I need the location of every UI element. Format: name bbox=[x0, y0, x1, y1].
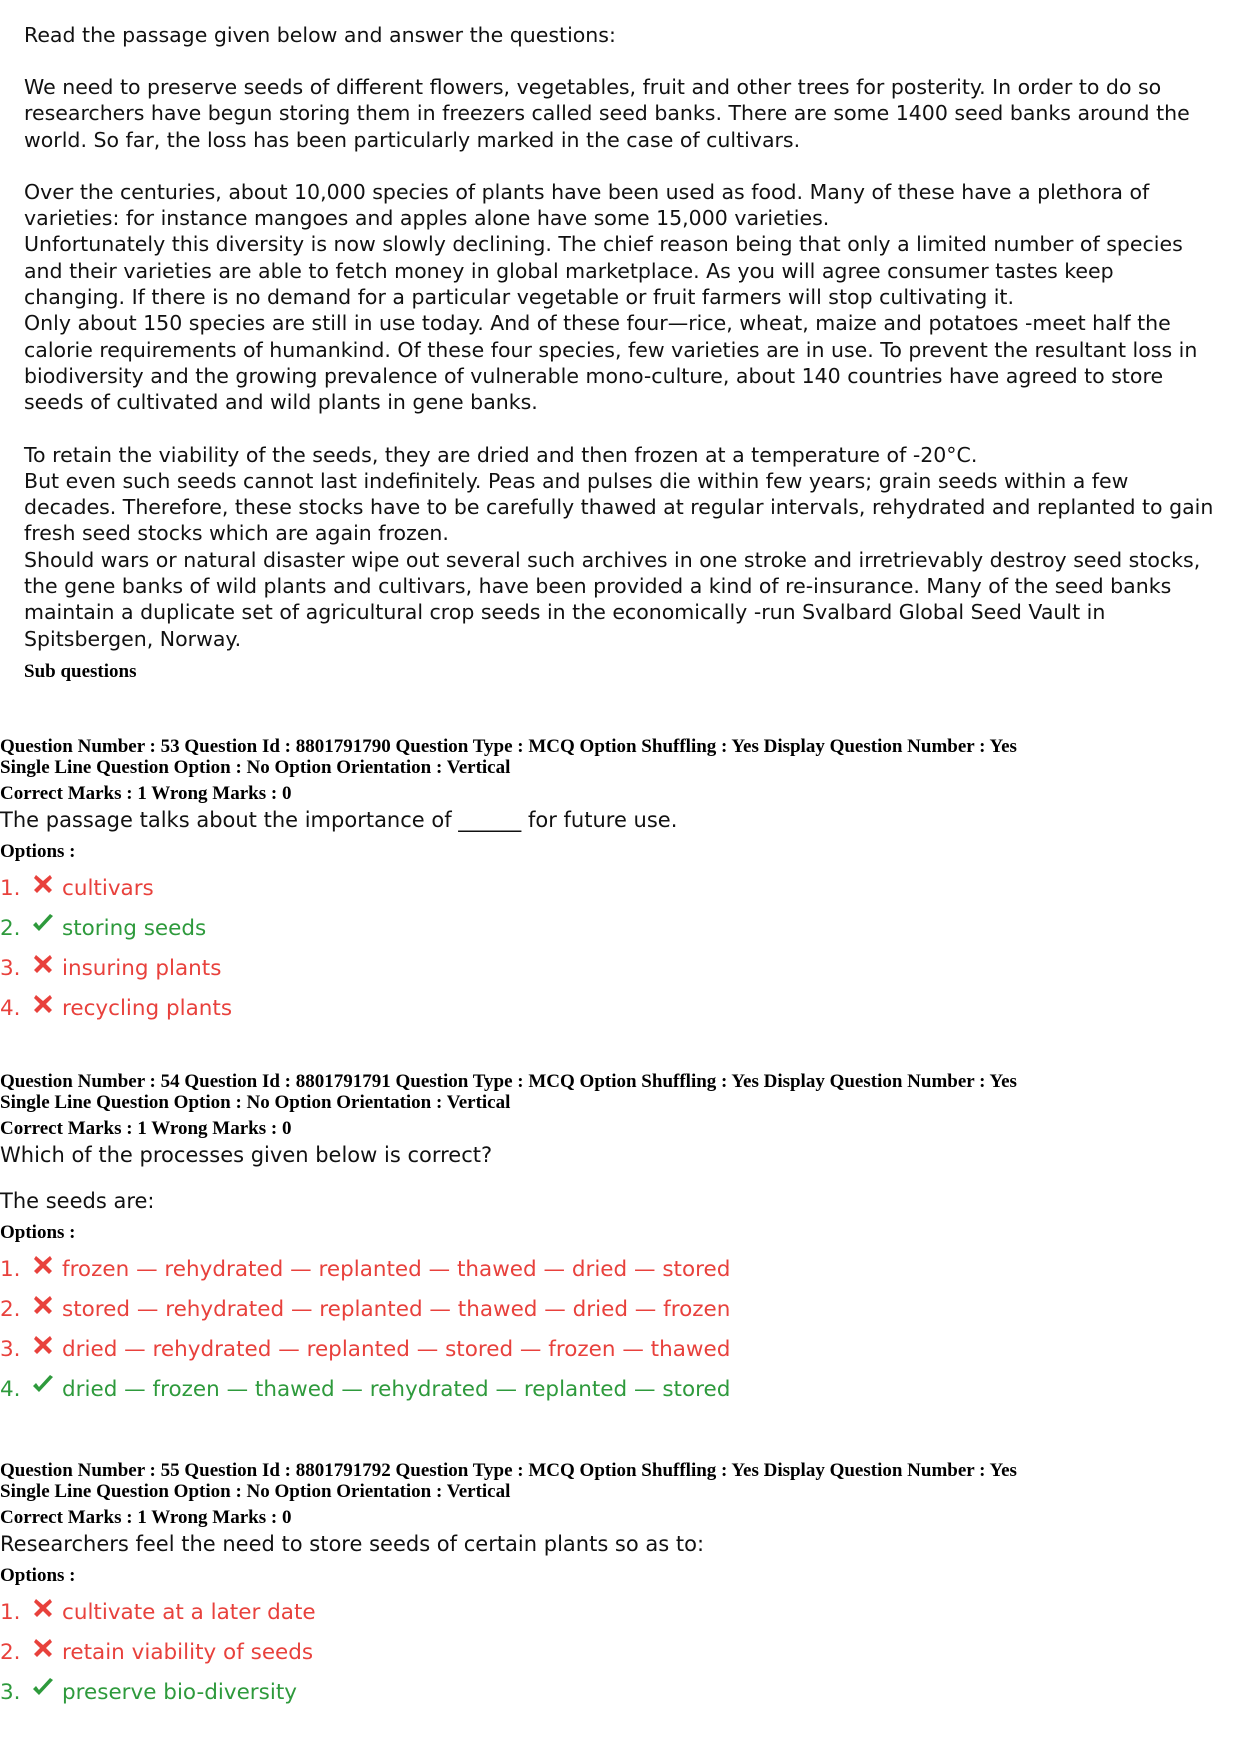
passage-instruction: Read the passage given below and answer the questions: bbox=[24, 23, 616, 47]
option-number: 1. bbox=[0, 1256, 21, 1282]
option-number: 3. bbox=[0, 1336, 21, 1362]
cross-icon bbox=[30, 1292, 56, 1318]
option-item bbox=[0, 1632, 1196, 1672]
passage bbox=[24, 74, 1220, 652]
option-text: frozen — rehydrated — replanted — thawed — dried — stored bbox=[62, 1256, 731, 1282]
question-meta: Question Number : 53 Question Id : 8801791790 Question Type : MCQ Option Shuffling : Yes Display Question Number : Yes bbox=[0, 736, 1017, 757]
option-number: 4. bbox=[0, 995, 21, 1021]
question-55 bbox=[0, 1460, 1196, 1712]
cross-icon bbox=[30, 1332, 56, 1358]
option-text: dried — rehydrated — replanted — stored — frozen — thawed bbox=[62, 1336, 731, 1362]
option-item bbox=[0, 1329, 1196, 1369]
option-item bbox=[0, 1249, 1196, 1289]
cross-icon bbox=[30, 991, 56, 1017]
option-number: 1. bbox=[0, 1599, 21, 1625]
option-number: 2. bbox=[0, 915, 21, 941]
option-number: 3. bbox=[0, 1679, 21, 1705]
check-icon bbox=[30, 911, 56, 937]
question-meta: Question Number : 54 Question Id : 8801791791 Question Type : MCQ Option Shuffling : Yes Display Question Number : Yes bbox=[0, 1071, 1017, 1092]
option-number: 4. bbox=[0, 1376, 21, 1402]
question-meta-options: Single Line Question Option : No Option Orientation : Vertical bbox=[0, 1481, 511, 1502]
exam-page bbox=[24, 22, 1220, 684]
passage-paragraph: Should wars or natural disaster wipe out several such archives in one stroke and irretrievably destroy seed stocks, the gene banks of wild plants and cultivars, have been provided a kind of re-insurance. Many of the seed banks maintain a duplicate set of agricultural crop seeds in the economically -run Svalbard Global Seed Vault in Spitsbergen, Norway. bbox=[24, 547, 1201, 651]
option-item bbox=[0, 1369, 1196, 1409]
options-label: Options : bbox=[0, 1565, 76, 1586]
question-marks: Correct Marks : 1 Wrong Marks : 0 bbox=[0, 1507, 292, 1528]
option-text: cultivars bbox=[62, 875, 154, 901]
option-text: preserve bio-diversity bbox=[62, 1679, 297, 1705]
option-text: insuring plants bbox=[62, 955, 222, 981]
options-label: Options : bbox=[0, 1222, 76, 1243]
option-number: 2. bbox=[0, 1296, 21, 1322]
passage-paragraph: We need to preserve seeds of different flowers, vegetables, fruit and other trees for posterity. In order to do so researchers have begun storing them in freezers called seed banks. There are some 1400 seed banks around the world. So far, the loss has been particularly marked in the case of cultivars. bbox=[24, 75, 1190, 152]
passage-paragraph: Over the centuries, about 10,000 species of plants have been used as food. Many of these have a plethora of varieties: for instance mangoes and apples alone have some 15,000 varieties. bbox=[24, 179, 1150, 231]
question-53 bbox=[0, 736, 1196, 1028]
passage-paragraph: Unfortunately this diversity is now slowly declining. The chief reason being that only a limited number of species and their varieties are able to fetch money in global marketplace. As you will agree consumer tastes keep changing. If there is no demand for a particular vegetable or fruit farmers will stop cultivating it. bbox=[24, 232, 1183, 310]
option-item bbox=[0, 908, 1196, 948]
question-text-secondary: The seeds are: bbox=[0, 1189, 155, 1213]
question-marks: Correct Marks : 1 Wrong Marks : 0 bbox=[0, 783, 292, 804]
option-item bbox=[0, 1592, 1196, 1632]
option-item bbox=[0, 948, 1196, 988]
option-text: stored — rehydrated — replanted — thawed — dried — frozen bbox=[62, 1296, 731, 1322]
passage-paragraph: Only about 150 species are still in use today. And of these four—rice, wheat, maize and potatoes -meet half the calorie requirements of humankind. Of these four species, few varieties are in use. To prevent the resultant loss in biodiversity and the growing prevalence of vulnerable mono-culture, about 140 countries have agreed to store seeds of cultivated and wild plants in gene banks. bbox=[24, 311, 1198, 415]
question-54 bbox=[0, 1071, 1196, 1409]
paragraph-gap bbox=[24, 153, 1220, 179]
question-text: Researchers feel the need to store seeds of certain plants so as to: bbox=[0, 1532, 705, 1556]
option-text: storing seeds bbox=[62, 915, 207, 941]
question-meta-options: Single Line Question Option : No Option Orientation : Vertical bbox=[0, 1092, 511, 1113]
cross-icon bbox=[30, 871, 56, 897]
option-number: 2. bbox=[0, 1639, 21, 1665]
sub-questions-label: Sub questions bbox=[24, 660, 137, 682]
option-item bbox=[0, 1289, 1196, 1329]
cross-icon bbox=[30, 1635, 56, 1661]
question-meta: Question Number : 55 Question Id : 8801791792 Question Type : MCQ Option Shuffling : Yes Display Question Number : Yes bbox=[0, 1460, 1017, 1481]
option-item bbox=[0, 1672, 1196, 1712]
option-item bbox=[0, 988, 1196, 1028]
check-icon bbox=[30, 1372, 56, 1398]
paragraph-gap bbox=[24, 416, 1220, 442]
check-icon bbox=[30, 1675, 56, 1701]
passage-paragraph: But even such seeds cannot last indefinitely. Peas and pulses die within few years; grain seeds within a few decades. Therefore, these stocks have to be carefully thawed at regular intervals, rehydrated and replanted to gain fresh seed stocks which are again frozen. bbox=[24, 468, 1214, 546]
question-text: The passage talks about the importance of ______ for future use. bbox=[0, 808, 678, 832]
passage-paragraph: To retain the viability of the seeds, they are dried and then frozen at a temperature of -20°C. bbox=[24, 442, 978, 467]
option-text: recycling plants bbox=[62, 995, 233, 1021]
options-label: Options : bbox=[0, 841, 76, 862]
spacer bbox=[0, 1169, 1196, 1187]
cross-icon bbox=[30, 1595, 56, 1621]
question-text: Which of the processes given below is correct? bbox=[0, 1143, 493, 1167]
cross-icon bbox=[30, 1252, 56, 1278]
option-item bbox=[0, 868, 1196, 908]
option-text: dried — frozen — thawed — rehydrated — replanted — stored bbox=[62, 1376, 731, 1402]
option-number: 3. bbox=[0, 955, 21, 981]
question-marks: Correct Marks : 1 Wrong Marks : 0 bbox=[0, 1118, 292, 1139]
cross-icon bbox=[30, 951, 56, 977]
option-text: retain viability of seeds bbox=[62, 1639, 314, 1665]
option-number: 1. bbox=[0, 875, 21, 901]
option-text: cultivate at a later date bbox=[62, 1599, 316, 1625]
question-meta-options: Single Line Question Option : No Option Orientation : Vertical bbox=[0, 757, 511, 778]
